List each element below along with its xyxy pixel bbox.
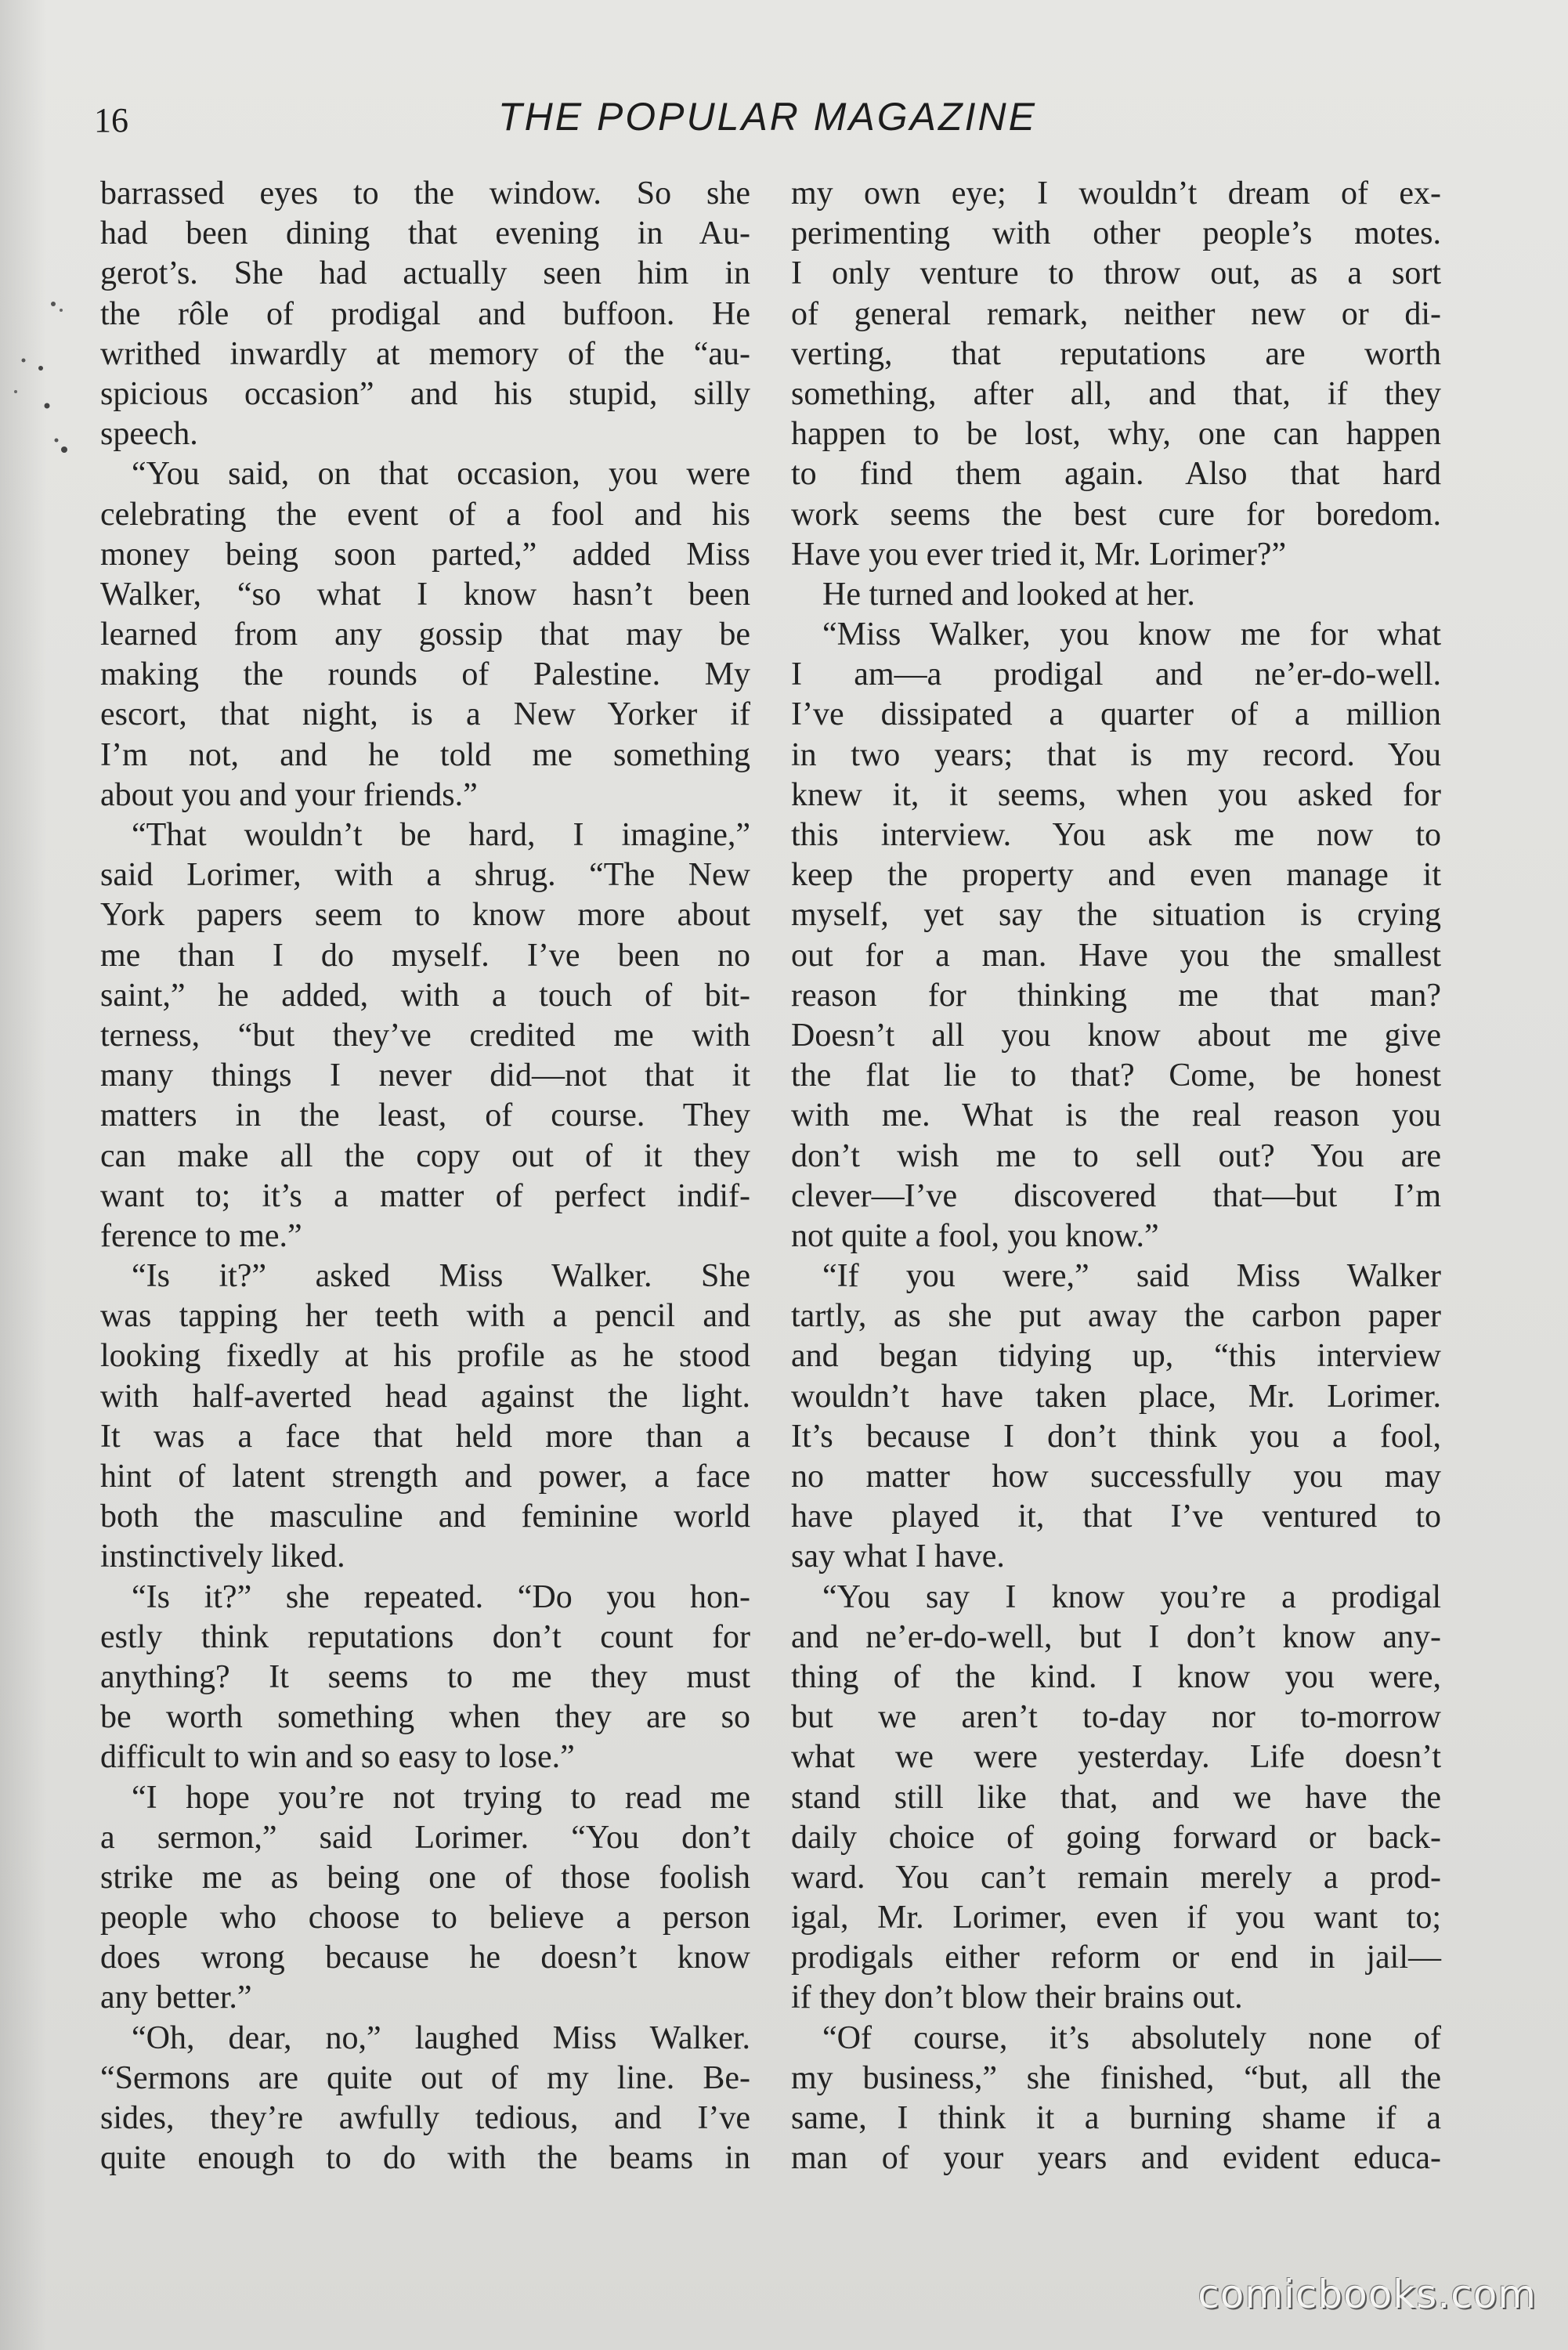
text-line: “If you were,” said Miss Walker — [822, 1258, 1441, 1295]
text-line: Doesn’t all you know about me give — [791, 1017, 1441, 1054]
text-line: looking fixedly at his profile as he stood — [100, 1338, 750, 1375]
text-line: no matter how successfully you may — [791, 1459, 1441, 1495]
text-line: I am—a prodigal and ne’er-do-well. — [791, 656, 1441, 693]
text-line: thing of the kind. I know you were, — [791, 1658, 1441, 1695]
text-line: instinctively liked. — [100, 1538, 345, 1575]
text-line: many things I never did—not that it — [100, 1058, 750, 1094]
text-line: “Is it?” she repeated. “Do you hon- — [132, 1578, 750, 1615]
text-line: knew it, it seems, when you asked for — [791, 776, 1441, 813]
text-line: learned from any gossip that may be — [100, 616, 750, 653]
text-line: myself, yet say the situation is crying — [791, 897, 1441, 934]
text-line: out for a man. Have you the smallest — [791, 937, 1441, 974]
text-line: “Miss Walker, you know me for what — [822, 616, 1441, 653]
text-line: was tapping her teeth with a pencil and — [100, 1298, 750, 1335]
text-line: man of your years and evident educa- — [791, 2140, 1441, 2177]
text-line: me than I do myself. I’ve been no — [100, 937, 750, 974]
text-line: “Is it?” asked Miss Walker. She — [132, 1258, 750, 1295]
text-line: my own eye; I wouldn’t dream of ex- — [791, 175, 1441, 212]
text-line: something, after all, and that, if they — [791, 375, 1441, 412]
text-line: “You say I know you’re a prodigal — [822, 1578, 1441, 1615]
text-line: “Oh, dear, no,” laughed Miss Walker. — [132, 2019, 750, 2056]
text-line: have played it, that I’ve ventured to — [791, 1499, 1441, 1535]
text-line: money being soon parted,” added Miss — [100, 536, 750, 573]
text-line: people who choose to believe a person — [100, 1900, 750, 1936]
text-line: quite enough to do with the beams in — [100, 2140, 750, 2177]
text-line: It was a face that held more than a — [100, 1418, 750, 1455]
text-line: It’s because I don’t think you a fool, — [791, 1418, 1441, 1455]
text-line: but we aren’t to-day nor to-morrow — [791, 1699, 1441, 1736]
text-line: clever—I’ve discovered that—but I’m — [791, 1177, 1441, 1214]
text-line: of general remark, neither new or di- — [791, 295, 1441, 332]
watermark: comicbooks.com — [1198, 2272, 1537, 2317]
text-line: sides, they’re awfully tedious, and I’ve — [100, 2100, 750, 2136]
text-column-right — [791, 174, 1441, 2178]
text-line: prodigals either reform or end in jail— — [791, 1940, 1441, 1976]
text-line: verting, that reputations are worth — [791, 335, 1441, 372]
text-line: with half-averted head against the light. — [100, 1378, 750, 1415]
text-line: want to; it’s a matter of perfect indif- — [100, 1177, 750, 1214]
text-line: “Sermons are quite out of my line. Be- — [100, 2059, 750, 2096]
text-line: igal, Mr. Lorimer, even if you want to; — [791, 1900, 1441, 1936]
text-line: difficult to win and so easy to lose.” — [100, 1739, 575, 1776]
text-line: York papers seem to know more about — [100, 897, 750, 934]
text-line: writhed inwardly at memory of the “au- — [100, 335, 750, 372]
text-line: keep the property and even manage it — [791, 857, 1441, 894]
page-header — [94, 94, 1441, 149]
text-line: to find them again. Also that hard — [791, 456, 1441, 493]
text-line: ference to me.” — [100, 1217, 302, 1254]
text-line: work seems the best cure for boredom. — [791, 496, 1441, 533]
text-line: matters in the least, of course. They — [100, 1097, 750, 1134]
text-line: anything? It seems to me they must — [100, 1658, 750, 1695]
text-line: this interview. You ask me now to — [791, 817, 1441, 853]
text-line: Have you ever tried it, Mr. Lorimer?” — [791, 536, 1287, 573]
text-line: “You said, on that occasion, you were — [132, 456, 750, 493]
text-line: don’t wish me to sell out? You are — [791, 1137, 1441, 1174]
text-line: any better.” — [100, 1979, 252, 2016]
text-line: ward. You can’t remain merely a prod- — [791, 1859, 1441, 1896]
text-line: both the masculine and feminine world — [100, 1499, 750, 1535]
text-line: my business,” she finished, “but, all the — [791, 2059, 1441, 2096]
paper-stains — [0, 235, 94, 486]
page-number: 16 — [94, 101, 128, 139]
text-line: say what I have. — [791, 1538, 1005, 1575]
text-line: I’m not, and he told me something — [100, 736, 750, 773]
text-line: speech. — [100, 416, 198, 453]
text-line: said Lorimer, with a shrug. “The New — [100, 857, 750, 894]
text-line: perimenting with other people’s motes. — [791, 215, 1441, 252]
text-line: wouldn’t have taken place, Mr. Lorimer. — [791, 1378, 1441, 1415]
text-line: what we were yesterday. Life doesn’t — [791, 1739, 1441, 1776]
text-line: “Of course, it’s absolutely none of — [822, 2019, 1441, 2056]
text-line: “That wouldn’t be hard, I imagine,” — [132, 817, 750, 853]
text-line: if they don’t blow their brains out. — [791, 1979, 1243, 2016]
text-column-left — [100, 174, 750, 2178]
text-line: I’ve dissipated a quarter of a million — [791, 696, 1441, 733]
text-line: terness, “but they’ve credited me with — [100, 1017, 750, 1054]
text-line: had been dining that evening in Au- — [100, 215, 750, 252]
magazine-title: THE POPULAR MAGAZINE — [498, 95, 1037, 139]
text-line: tartly, as she put away the carbon paper — [791, 1298, 1441, 1335]
text-line: “I hope you’re not trying to read me — [132, 1779, 750, 1816]
text-line: the rôle of prodigal and buffoon. He — [100, 295, 750, 332]
text-line: and ne’er-do-well, but I don’t know any- — [791, 1618, 1441, 1655]
text-line: hint of latent strength and power, a face — [100, 1459, 750, 1495]
text-line: a sermon,” said Lorimer. “You don’t — [100, 1819, 750, 1856]
text-line: I only venture to throw out, as a sort — [791, 255, 1441, 292]
text-line: celebrating the event of a fool and his — [100, 496, 750, 533]
text-line: saint,” he added, with a touch of bit- — [100, 977, 750, 1014]
text-line: gerot’s. She had actually seen him in — [100, 255, 750, 292]
text-line: stand still like that, and we have the — [791, 1779, 1441, 1816]
text-line: spicious occasion” and his stupid, silly — [100, 375, 750, 412]
text-line: not quite a fool, you know.” — [791, 1217, 1159, 1254]
text-line: with me. What is the real reason you — [791, 1097, 1441, 1134]
text-line: strike me as being one of those foolish — [100, 1859, 750, 1896]
text-line: and began tidying up, “this interview — [791, 1338, 1441, 1375]
text-line: estly think reputations don’t count for — [100, 1618, 750, 1655]
text-line: escort, that night, is a New Yorker if — [100, 696, 750, 733]
text-line: same, I think it a burning shame if a — [791, 2100, 1441, 2136]
text-line: making the rounds of Palestine. My — [100, 656, 750, 693]
text-line: reason for thinking me that man? — [791, 977, 1441, 1014]
text-line: about you and your friends.” — [100, 776, 478, 813]
text-line: Walker, “so what I know hasn’t been — [100, 576, 750, 613]
text-line: happen to be lost, why, one can happen — [791, 416, 1441, 453]
text-line: barrassed eyes to the window. So she — [100, 175, 750, 212]
text-line: daily choice of going forward or back- — [791, 1819, 1441, 1856]
text-line: be worth something when they are so — [100, 1699, 750, 1736]
text-line: does wrong because he doesn’t know — [100, 1940, 750, 1976]
text-line: the flat lie to that? Come, be honest — [791, 1058, 1441, 1094]
text-line: in two years; that is my record. You — [791, 736, 1441, 773]
text-line: He turned and looked at her. — [822, 576, 1195, 613]
text-line: can make all the copy out of it they — [100, 1137, 750, 1174]
